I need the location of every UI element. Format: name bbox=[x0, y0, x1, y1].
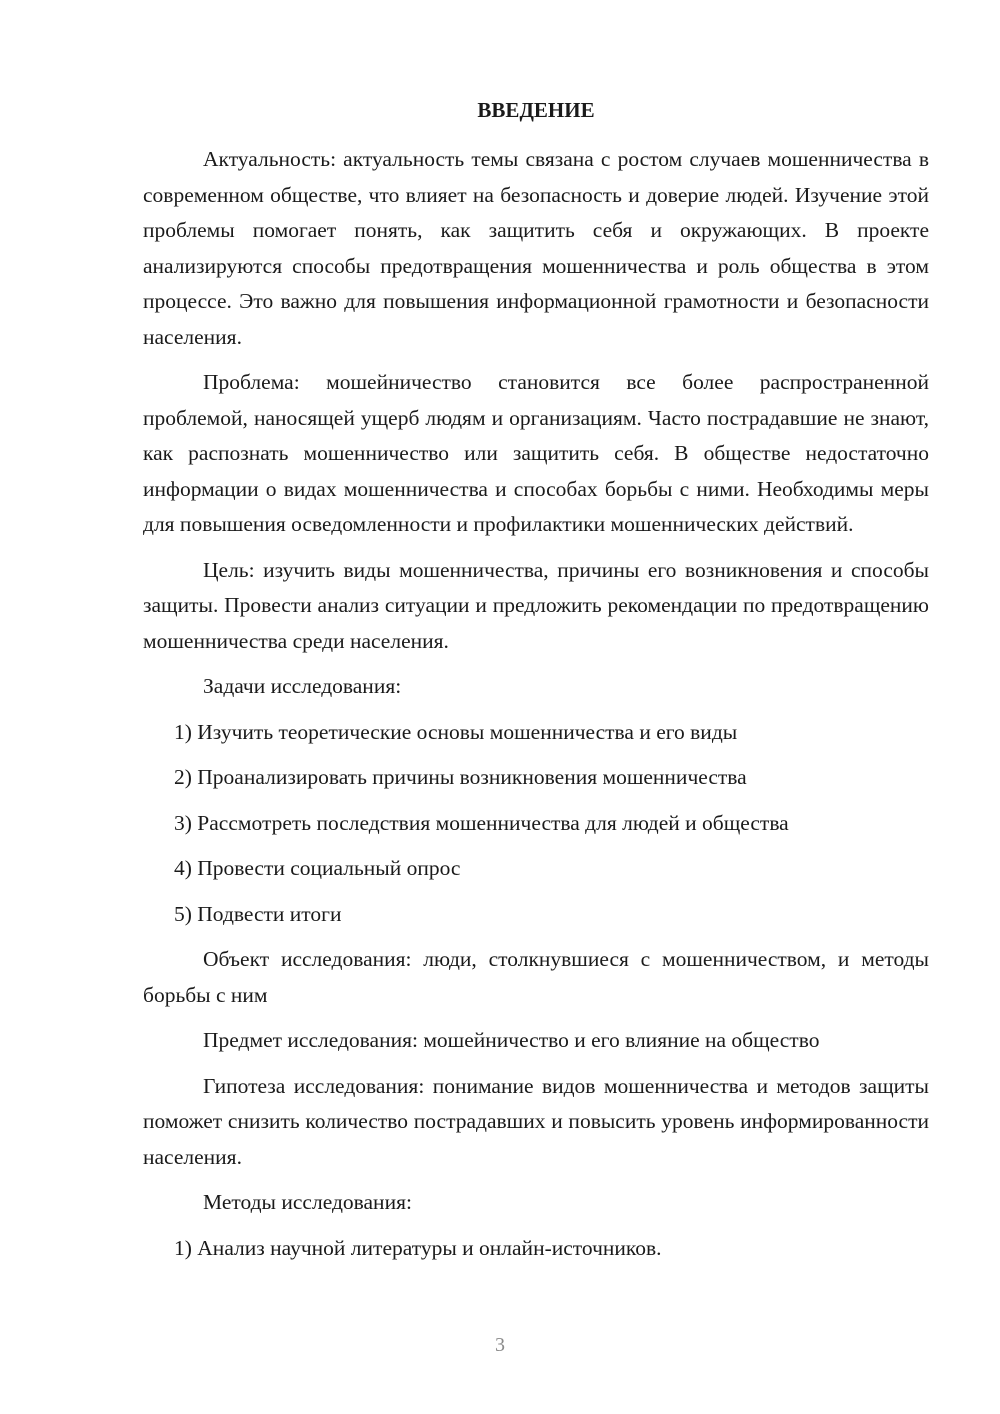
relevance-paragraph: Актуальность: актуальность темы связана с ростом случаев мошенничества в современном обществе, что влияет на безопасность и доверие людей. Изучение этой проблемы помогает понять, как защитить себя и окружающих. В проекте анализируются способы предотвращения мошенничества и роль общества в этом процессе. Это важно для повышения информационной грамотности и безопасности населения. bbox=[143, 147, 929, 349]
object-paragraph: Объект исследования: люди, столкнувшиеся с мошенничеством, и методы борьбы с ним bbox=[143, 947, 929, 1007]
document-body bbox=[143, 142, 929, 1276]
page-number: 3 bbox=[495, 1334, 505, 1356]
task-item: 3) Рассмотреть последствия мошенничества для людей и общества bbox=[174, 810, 789, 835]
task-item: 1) Изучить теоретические основы мошенничества и его виды bbox=[174, 719, 738, 744]
subject-paragraph: Предмет исследования: мошейничество и его влияние на общество bbox=[203, 1028, 820, 1052]
hypothesis-paragraph: Гипотеза исследования: понимание видов мошенничества и методов защиты поможет снизить количество пострадавших и повысить уровень информированности населения. bbox=[143, 1073, 929, 1169]
section-title: ВВЕДЕНИЕ bbox=[477, 98, 595, 122]
problem-paragraph: Проблема: мошейничество становится все более распространенной проблемой, наносящей ущерб людям и организациям. Часто пострадавшие не знают, как распознать мошенничество или защитить себя. В обществе недостаточно информации о видах мошенничества и способах борьбы с ними. Необходимы меры для повышения осведомленности и профилактики мошеннических действий. bbox=[143, 370, 929, 536]
task-item: 4) Провести социальный опрос bbox=[174, 856, 461, 880]
methods-heading: Методы исследования: bbox=[203, 1190, 412, 1214]
task-item: 2) Проанализировать причины возникновения мошенничества bbox=[174, 765, 747, 789]
goal-paragraph: Цель: изучить виды мошенничества, причины его возникновения и способы защиты. Провести анализ ситуации и предложить рекомендации по предотвращению мошенничества среди населения. bbox=[143, 557, 929, 653]
method-item: 1) Анализ научной литературы и онлайн-источников. bbox=[174, 1235, 662, 1260]
task-item: 5) Подвести итоги bbox=[174, 901, 342, 926]
tasks-heading: Задачи исследования: bbox=[203, 674, 402, 698]
